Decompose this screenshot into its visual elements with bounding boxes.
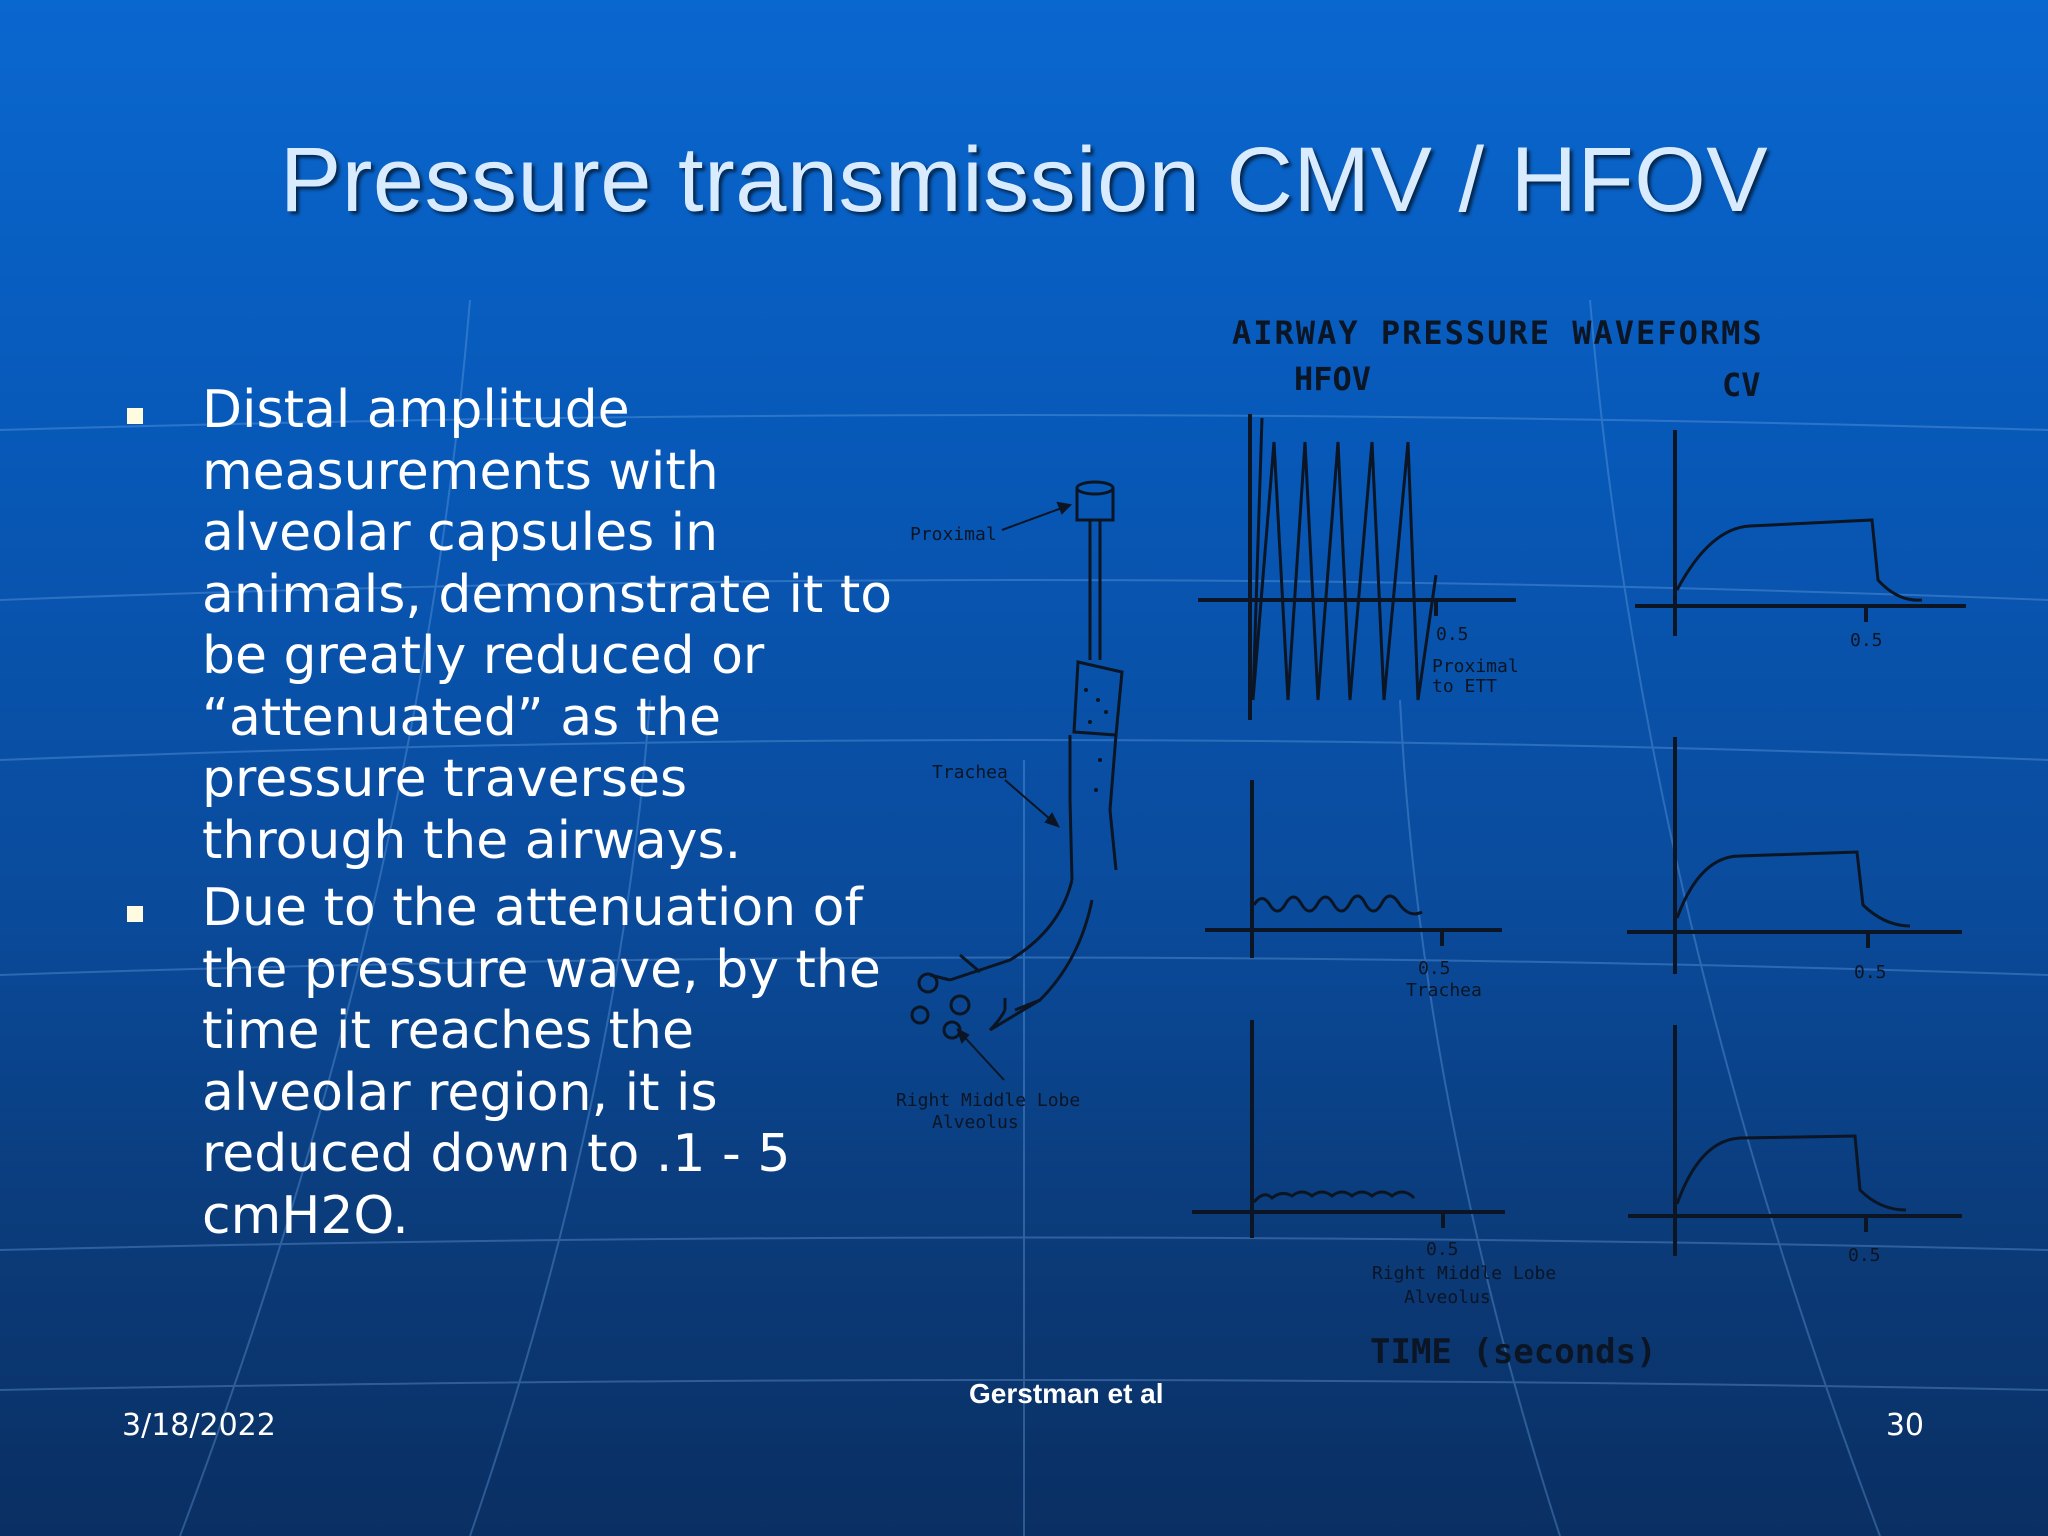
trachea-label: Trachea	[932, 762, 1008, 783]
cv-trachea-chart	[1627, 737, 1962, 974]
square-bullet-icon	[127, 906, 143, 922]
page-number: 30	[1885, 1408, 1924, 1443]
rml-label-line2: Alveolus	[932, 1112, 1019, 1133]
hfov-alveolus-row-label-1: Right Middle Lobe	[1372, 1263, 1557, 1284]
bullet-text: Distal amplitude measurements with alveolar capsules in animals, demonstrate it to be greatly reduced or “attenuated” as the pressure traverses through the airways.	[202, 380, 893, 871]
bullet-list	[120, 380, 900, 1253]
rml-label-line1: Right Middle Lobe	[896, 1090, 1081, 1111]
cv-alveolus-chart	[1628, 1025, 1962, 1256]
slide-title: Pressure transmission CMV / HFOV	[279, 129, 1769, 231]
label-arrows	[958, 503, 1070, 1080]
hfov-column-label: HFOV	[1294, 360, 1372, 398]
figure-heading: AIRWAY PRESSURE WAVEFORMS	[1232, 314, 1764, 352]
cv-trachea-tick-label: 0.5	[1854, 962, 1887, 983]
airway-tree-sketch	[912, 482, 1122, 1038]
hfov-alveolus-tick-label: 0.5	[1426, 1239, 1459, 1260]
hfov-alveolus-chart	[1192, 1020, 1505, 1238]
cv-alveolus-tick-label: 0.5	[1848, 1245, 1881, 1266]
square-bullet-icon	[127, 408, 143, 424]
cv-proximal-chart	[1635, 430, 1966, 636]
airway-pressure-diagram	[880, 300, 2000, 1400]
footer-date: 3/18/2022	[122, 1408, 276, 1443]
hfov-trachea-chart	[1205, 780, 1502, 958]
airway-dots	[1084, 688, 1108, 792]
hfov-proximal-row-label-2: to ETT	[1432, 676, 1498, 697]
proximal-label: Proximal	[910, 524, 997, 545]
hfov-proximal-tick-label: 0.5	[1436, 624, 1469, 645]
hfov-proximal-row-label-1: Proximal	[1432, 656, 1519, 677]
bullet-text: Due to the attenuation of the pressure wave, by the time it reaches the alveolar region, it is reduced down to .1 - 5 cmH2O.	[202, 878, 881, 1246]
hfov-alveolus-row-label-2: Alveolus	[1404, 1287, 1491, 1308]
footer-credit: Gerstman et al	[969, 1378, 1164, 1409]
hfov-trachea-row-label: Trachea	[1406, 980, 1482, 1001]
bullet-item	[120, 380, 900, 872]
x-axis-label: TIME (seconds)	[1370, 1332, 1657, 1372]
hfov-trachea-tick-label: 0.5	[1418, 958, 1451, 979]
cv-proximal-tick-label: 0.5	[1850, 630, 1883, 651]
cv-column-label: CV	[1722, 366, 1761, 404]
bullet-item	[120, 878, 900, 1247]
